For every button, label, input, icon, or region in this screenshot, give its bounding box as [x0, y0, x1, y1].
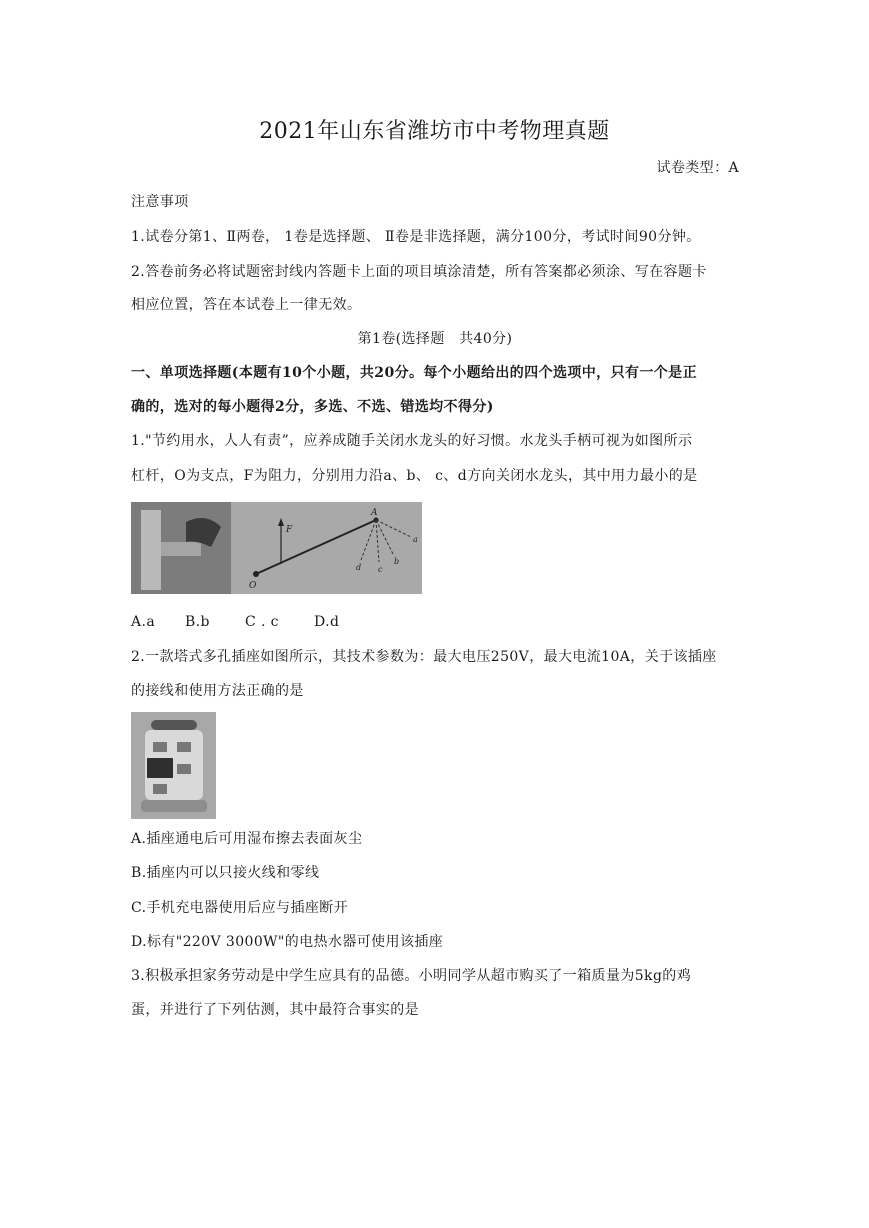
- question-1-line1: 1."节约用水，人人有责”，应养成随手关闭水龙头的好习惯。水龙头手柄可视为如图所示: [131, 433, 693, 449]
- question-2-line2: 的接线和使用方法正确的是: [131, 683, 304, 699]
- question-1-line2: 杠杆，O为支点，F为阻力，分别用力沿a、b、 c、d方向关闭水龙头，其中用力最小的是: [131, 468, 698, 484]
- notice-item-1: 1.试卷分第1、Ⅱ两卷， 1卷是选择题、 Ⅱ卷是非选择题，满分100分，考试时间90分钟。: [131, 229, 701, 245]
- question-1-options: [131, 612, 739, 632]
- part1-instructions-line2: 确的，选对的每小题得2分，多选、不选、错选均不得分): [131, 399, 494, 415]
- question-2-option-c: C.手机充电器使用后应与插座断开: [131, 900, 349, 916]
- faucet-pipe: [141, 510, 161, 590]
- socket-base: [141, 800, 207, 812]
- paper-type: 试卷类型：A: [656, 160, 739, 176]
- label-A: A: [371, 508, 378, 518]
- page-title: 2021年山东省潍坊市中考物理真题: [259, 119, 610, 144]
- question-2-figure: [131, 712, 216, 819]
- tower-socket-photo: [131, 712, 216, 819]
- option-b: B.b: [185, 614, 210, 630]
- plug-adapter: [147, 758, 173, 778]
- socket-handle: [151, 720, 197, 730]
- question-2-option-b: B.插座内可以只接火线和零线: [131, 865, 320, 881]
- label-O: O: [249, 581, 257, 591]
- part1-instructions-line1: 一、单项选择题(本题有10个小题，共20分。每个小题给出的四个选项中，只有一个是正: [131, 365, 697, 381]
- faucet-spout: [161, 542, 201, 556]
- notice-item-2-line1: 2.答卷前务必将试题密封线内答题卡上面的项目填涂清楚，所有答案都必须涂、写在容题卡: [131, 264, 707, 280]
- label-b: b: [394, 557, 400, 566]
- label-a: a: [413, 535, 418, 544]
- lever-diagram-bg: [231, 502, 422, 594]
- question-3-line2: 蛋，并进行了下列估测，其中最符合事实的是: [131, 1002, 419, 1018]
- question-2-option-a: A.插座通电后可用湿布擦去表面灰尘: [131, 831, 363, 847]
- question-2-option-d: D.标有"220V 3000W"的电热水器可使用该插座: [131, 934, 444, 950]
- question-3-line1: 3.积极承担家务劳动是中学生应具有的品德。小明同学从超市购买了一箱质量为5kg的鸡: [131, 968, 692, 984]
- option-a: A.a: [131, 614, 156, 630]
- option-c: C . c: [245, 614, 279, 630]
- label-d: d: [356, 563, 362, 572]
- option-d: D.d: [314, 614, 340, 630]
- faucet-lever-diagram: [131, 502, 422, 594]
- notice-item-2-line2: 相应位置，答在本试卷上一律无效。: [131, 297, 362, 313]
- pivot-point: [253, 571, 259, 577]
- question-2-line1: 2.一款塔式多孔插座如图所示，其技术参数为：最大电压250V，最大电流10A，关于该插座: [131, 649, 717, 665]
- section-title: 第1卷(选择题 共40分): [357, 331, 513, 347]
- outlet-3: [177, 764, 191, 774]
- outlet-1: [153, 742, 167, 752]
- notice-heading: 注意事项: [131, 194, 189, 210]
- outlet-4: [153, 784, 167, 794]
- label-F: F: [286, 525, 293, 535]
- outlet-2: [177, 742, 191, 752]
- question-1-figure: [131, 502, 422, 594]
- label-c: c: [378, 565, 383, 574]
